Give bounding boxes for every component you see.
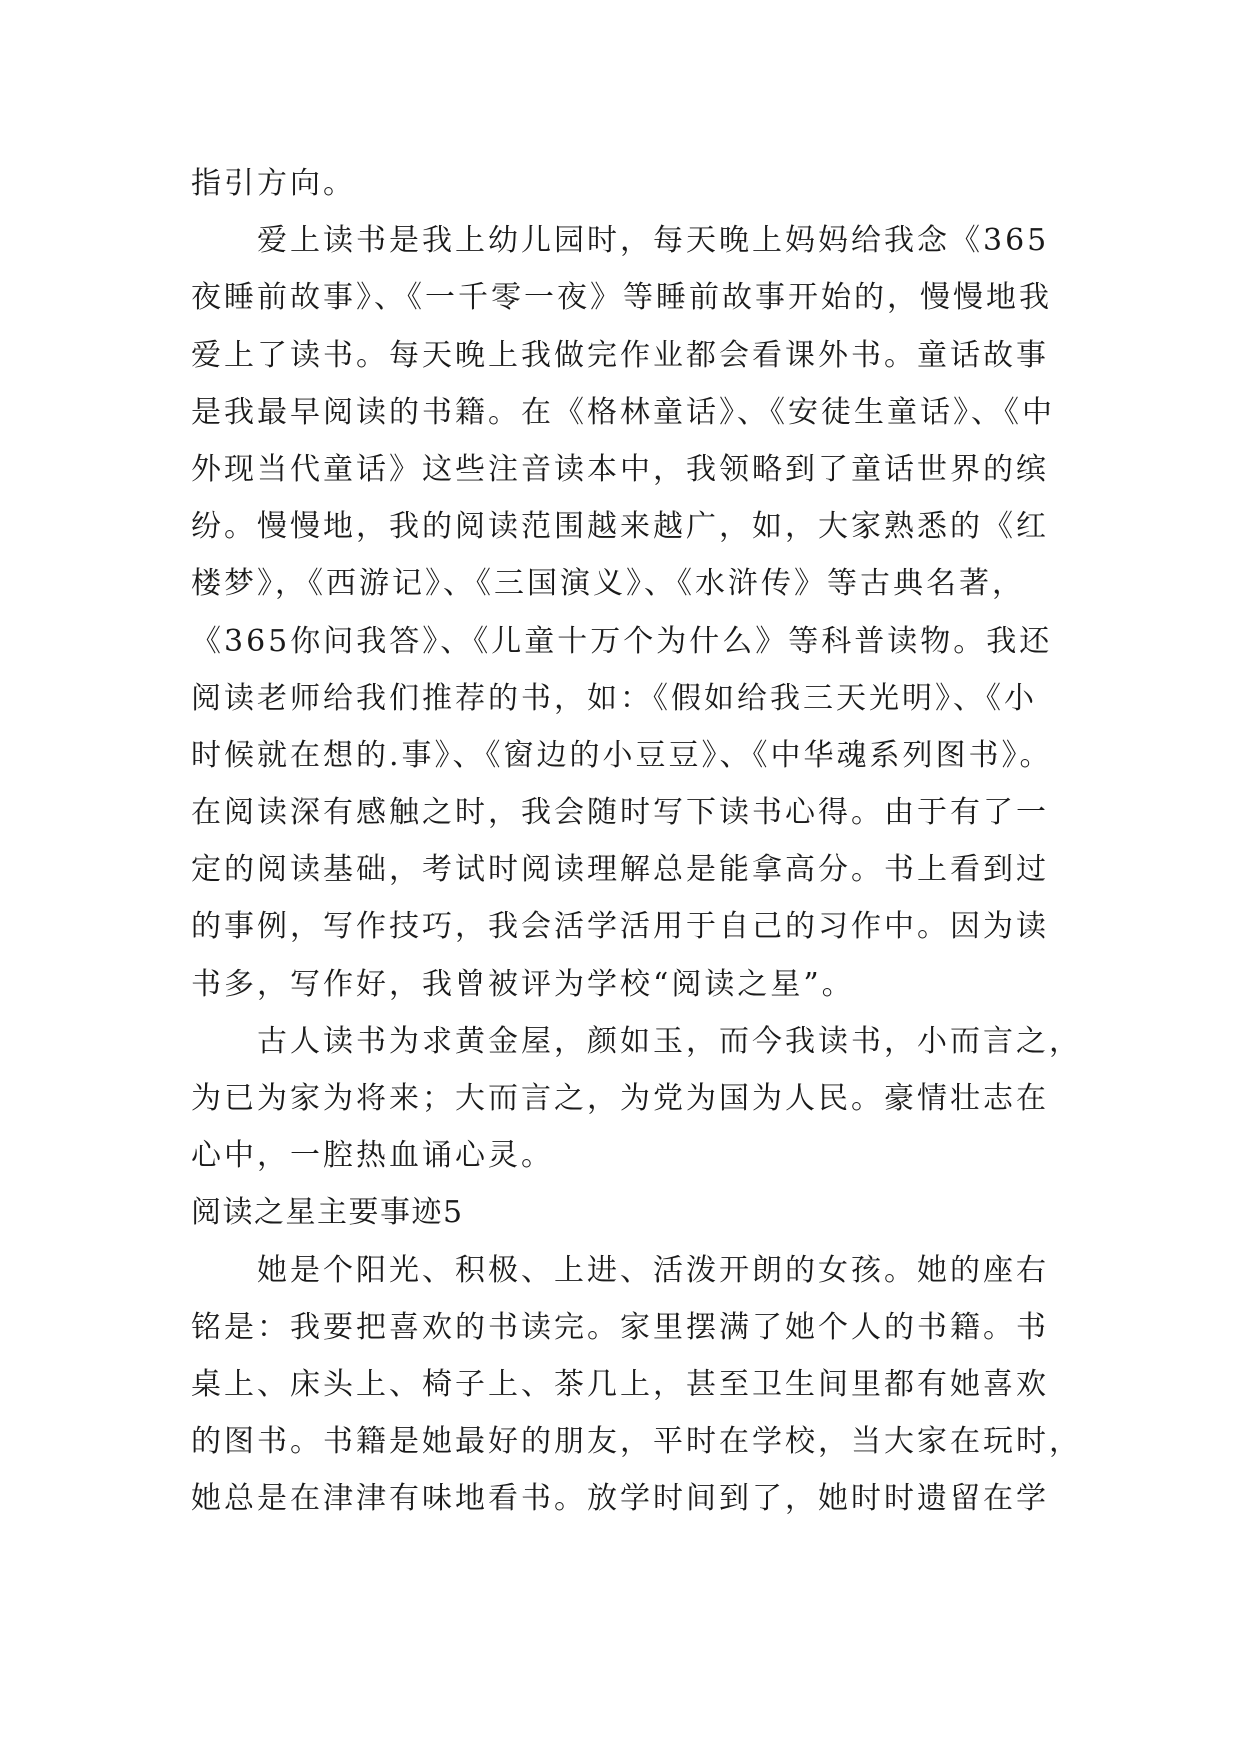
paragraph-line: 的图书。书籍是她最好的朋友，平时在学校，当大家在玩时， <box>191 1424 1082 1460</box>
paragraph-line: 是我最早阅读的书籍。在《格林童话》、《安徒生童话》、《中 <box>191 394 1055 430</box>
paragraph-line: 心中，一腔热血诵心灵。 <box>191 1138 554 1174</box>
section-heading: 阅读之星主要事迹5 <box>191 1195 464 1231</box>
paragraph-line: 桌上、床头上、椅子上、茶几上，甚至卫生间里都有她喜欢 <box>191 1366 1049 1402</box>
paragraph-line: 她总是在津津有味地看书。放学时间到了，她时时遗留在学 <box>191 1481 1049 1517</box>
paragraph-line: 纷。慢慢地，我的阅读范围越来越广，如，大家熟悉的《红 <box>191 509 1049 545</box>
paragraph-line: 外现当代童话》这些注音读本中，我领略到了童话世界的缤 <box>191 451 1049 487</box>
paragraph-line: 定的阅读基础，考试时阅读理解总是能拿高分。书上看到过 <box>191 852 1049 888</box>
paragraph-line: 铭是：我要把喜欢的书读完。家里摆满了她个人的书籍。书 <box>191 1309 1049 1345</box>
paragraph-line: 的事例，写作技巧，我会活学活用于自己的习作中。因为读 <box>191 909 1049 945</box>
paragraph-line: 书多，写作好，我曾被评为学校“阅读之星”。 <box>191 966 855 1002</box>
paragraph-line: 在阅读深有感触之时，我会随时写下读书心得。由于有了一 <box>191 795 1049 831</box>
paragraph-line: 楼梦》，《西游记》、《三国演义》、《水浒传》等古典名著， <box>191 566 1025 602</box>
paragraph-line: 夜睡前故事》、《一千零一夜》等睡前故事开始的，慢慢地我 <box>191 280 1052 316</box>
paragraph-line: 爱上了读书。每天晚上我做完作业都会看课外书。童话故事 <box>191 337 1049 373</box>
paragraph-line: 阅读老师给我们推荐的书，如：《假如给我三天光明》、《小 <box>191 680 1037 716</box>
paragraph-line: 爱上读书是我上幼儿园时，每天晚上妈妈给我念《365 <box>257 223 1050 259</box>
paragraph-line: 古人读书为求黄金屋，颜如玉，而今我读书，小而言之， <box>257 1023 1082 1059</box>
document-body <box>191 155 1082 1528</box>
paragraph-line: 时候就在想的.事》、《窗边的小豆豆》、《中华魂系列图书》。 <box>191 737 1053 773</box>
paragraph-line: 指引方向。 <box>191 166 356 201</box>
paragraph-line: 为已为家为将来；大而言之，为党为国为人民。豪情壮志在 <box>191 1081 1049 1116</box>
paragraph-line: 《365你问我答》、《儿童十万个为什么》等科普读物。我还 <box>191 623 1053 659</box>
paragraph-line: 她是个阳光、积极、上进、活泼开朗的女孩。她的座右 <box>257 1252 1049 1288</box>
